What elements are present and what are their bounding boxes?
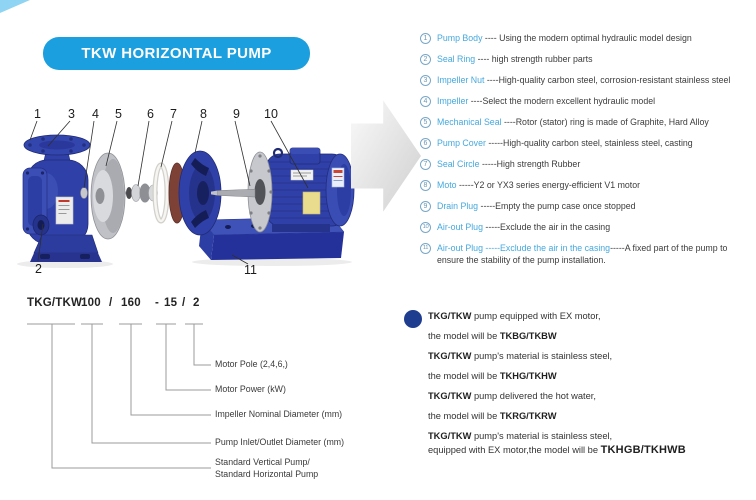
note-line-3: TKG/TKW pump's material is stainless steel,: [428, 351, 613, 361]
part-desc: -----Y2 or YX3 series energy-efficient V1 motor: [456, 180, 641, 190]
part-item-8: [420, 180, 750, 192]
label-standard-horiz: Standard Horizontal Pump: [215, 469, 319, 479]
part-number-badge: 10: [420, 222, 431, 233]
model-seg-dash: -: [155, 297, 160, 309]
motor-shaft: [217, 189, 255, 197]
part-number-badge: 9: [420, 201, 431, 212]
part-name: Moto: [437, 180, 457, 190]
title-banner: [43, 37, 310, 70]
impeller: [91, 153, 125, 239]
part-number-badge: 4: [420, 96, 431, 107]
part-number-badge: 1: [420, 33, 431, 44]
model-seg-series: TKG/TKW: [27, 297, 83, 309]
right-arrow-icon: [351, 98, 421, 214]
note-line-4: the model will be TKHG/TKHW: [428, 371, 557, 381]
callout-10: 10: [264, 107, 278, 121]
part-name: Air-out Plug -----Exclude the air in the casing: [437, 243, 611, 253]
part-item-5: [420, 117, 750, 129]
model-code-breakdown: [15, 295, 387, 500]
part-item-1: [420, 33, 750, 45]
part-item-9: [420, 201, 750, 213]
impeller-nut: [81, 188, 88, 199]
parts-legend: [420, 33, 750, 276]
callout-11: 11: [244, 263, 257, 277]
part-name: Seal Circle: [437, 159, 480, 169]
callout-4: 4: [92, 107, 99, 121]
label-motor-power: Motor Power (kW): [215, 384, 286, 394]
part-name: Pump Cover: [437, 138, 486, 148]
model-seg-power: 15: [164, 297, 178, 309]
bullet-icon: [404, 310, 422, 328]
model-seg-impeller: 160: [121, 297, 141, 309]
motor-feet: [272, 224, 330, 232]
part-name: Pump Body: [437, 33, 483, 43]
model-seg-slash1: /: [109, 297, 113, 309]
part-item-2: [420, 54, 750, 66]
part-item-4: [420, 96, 750, 108]
pump-casing: [23, 135, 102, 262]
model-seg-inlet: 100: [81, 297, 101, 309]
part-name: Air-out Plug: [437, 222, 483, 232]
part-desc: -----Empty the pump case once stopped: [478, 201, 636, 211]
part-desc: ----High-quality carbon steel, corrosion-resistant stainless steel: [484, 75, 731, 85]
model-code-lines: [15, 295, 387, 500]
part-desc: -----High strength Rubber: [479, 159, 581, 169]
model-seg-slash2: /: [182, 297, 186, 309]
part-item-3: [420, 75, 750, 87]
part-name: Mechanical Seal: [437, 117, 502, 127]
part-desc: -----Exclude the air in the casing: [482, 222, 611, 232]
callout-3: 3: [68, 107, 75, 121]
callout-8: 8: [200, 107, 207, 121]
o-ring: [155, 165, 167, 221]
label-impeller-dia: Impeller Nominal Diameter (mm): [215, 409, 343, 419]
part-number-badge: 5: [420, 117, 431, 128]
part-desc: -----High-quality carbon steel, stainless steel, casting: [485, 138, 693, 148]
part-number-badge: 3: [420, 75, 431, 86]
note-line-2: the model will be TKBG/TKBW: [428, 331, 557, 341]
exploded-diagram: [10, 96, 358, 292]
callout-9: 9: [233, 107, 240, 121]
part-number-badge: 8: [420, 180, 431, 191]
nameplate: [291, 170, 313, 180]
callout-2: 2: [35, 262, 42, 276]
part-name: Drain Plug: [437, 201, 479, 211]
part-desc: ----Rotor (stator) ring is made of Graphite, Hard Alloy: [501, 117, 709, 127]
part-number-badge: 7: [420, 159, 431, 170]
part-name: Impeller: [437, 96, 469, 106]
label-motor-pole: Motor Pole (2,4,6,): [215, 359, 288, 369]
part-number-badge: 2: [420, 54, 431, 65]
part-item-11: [420, 243, 750, 266]
part-desc: ---- high strength rubber parts: [475, 54, 593, 64]
part-desc: ----Select the modern excellent hydraulic model: [468, 96, 656, 106]
corner-decoration: [0, 0, 30, 13]
part-item-7: [420, 159, 750, 171]
note-line-8: equipped with EX motor,the model will be TKHGB/TKHWB: [428, 444, 686, 456]
note-line-7: TKG/TKW pump's material is stainless steel,: [428, 431, 613, 441]
note-line-6: the model will be TKRG/TKRW: [428, 411, 557, 421]
callout-5: 5: [115, 107, 122, 121]
part-desc: -----A fixed part of the pump to ensure the stability of the pump installation.: [437, 243, 728, 265]
part-name: Impeller Nut: [437, 75, 485, 85]
note-line-1: TKG/TKW pump equipped with EX motor,: [428, 311, 601, 321]
part-item-10: [420, 222, 750, 234]
part-item-6: [420, 138, 750, 150]
label-standard-vert: Standard Vertical Pump/: [215, 457, 310, 467]
note-line-5: TKG/TKW pump delivered the hot water,: [428, 391, 596, 401]
callout-6: 6: [147, 107, 154, 121]
label-inlet-outlet: Pump Inlet/Outlet Diameter (mm): [215, 437, 345, 447]
page-title: TKW HORIZONTAL PUMP: [81, 45, 272, 62]
part-name: Seal Ring: [437, 54, 476, 64]
callout-7: 7: [170, 107, 177, 121]
part-number-badge: 11: [420, 243, 431, 254]
model-seg-pole: 2: [193, 297, 200, 309]
variant-notes: [400, 310, 750, 464]
part-number-badge: 6: [420, 138, 431, 149]
part-desc: ---- Using the modern optimal hydraulic model design: [482, 33, 692, 43]
yellow-label: [303, 192, 320, 214]
callout-1: 1: [34, 107, 41, 121]
